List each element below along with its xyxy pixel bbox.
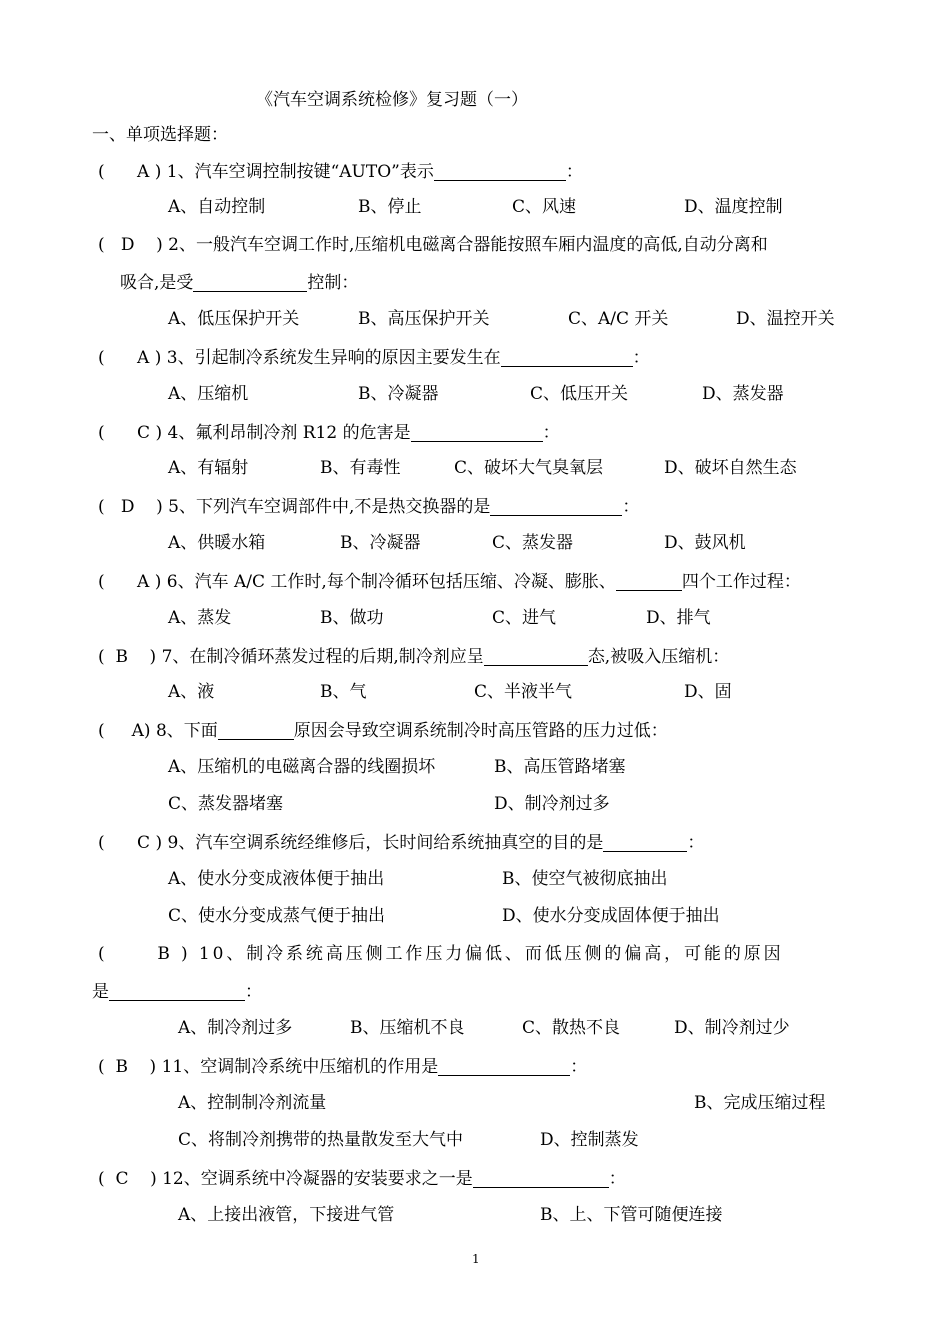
answer-blank: [484, 648, 588, 666]
option-a: A、自动控制: [168, 197, 266, 217]
option-d: D、控制蒸发: [540, 1130, 639, 1150]
answer-blank: [501, 349, 633, 367]
answer-blank: [109, 983, 245, 1001]
option-b: B、冷凝器: [340, 533, 421, 553]
question-stem: 下列汽车空调部件中,不是热交换器的是: [195, 497, 491, 517]
answer-blank: [603, 834, 687, 852]
answer-blank: [218, 722, 294, 740]
answer-blank: [473, 1170, 609, 1188]
option-b: B、气: [320, 682, 367, 702]
option-a: A、控制制冷剂流量: [178, 1093, 327, 1113]
option-c: C、破坏大气臭氧层: [454, 458, 604, 478]
question-8: ( A) 8、下面 原因会导致空调系统制冷时高压管路的压力过低：: [98, 721, 668, 741]
option-d: D、排气: [646, 608, 711, 628]
question-stem: 一般汽车空调工作时,压缩机电磁离合器能按照车厢内温度的高低,自动分离和: [195, 235, 768, 255]
option-b: B、压缩机不良: [350, 1018, 465, 1038]
question-stem: 汽车空调控制按键“AUTO”表示: [194, 162, 434, 182]
answer-label: ( D ) 5、: [98, 497, 196, 517]
question-11: ( B ) 11、空调制冷系统中压缩机的作用是 ：: [98, 1057, 588, 1077]
answer-blank: [193, 274, 307, 292]
question-stem: 空调系统中冷凝器的安装要求之一是: [200, 1169, 473, 1189]
answer-label: ( A) 8、: [98, 721, 184, 741]
question-stem: 汽车 A/C 工作时,每个制冷循环包括压缩、冷凝、膨胀、: [194, 572, 616, 592]
question-1: ( A ) 1、汽车空调控制按键“AUTO”表示 ：: [98, 162, 583, 182]
option-a: A、低压保护开关: [168, 309, 300, 329]
option-b: B、高压管路堵塞: [494, 757, 626, 777]
option-c: C、使水分变成蒸气便于抽出: [168, 906, 386, 926]
question-7: ( B ) 7、在制冷循环蒸发过程的后期,制冷剂应呈 态,被吸入压缩机：: [98, 647, 730, 667]
option-c: C、将制冷剂携带的热量散发至大气中: [178, 1130, 464, 1150]
option-b: B、上、下管可随便连接: [540, 1205, 723, 1225]
option-a: A、液: [168, 682, 215, 702]
option-b: B、冷凝器: [358, 384, 439, 404]
option-c: C、蒸发器堵塞: [168, 794, 284, 814]
option-a: A、压缩机的电磁离合器的线圈损坏: [168, 757, 436, 777]
option-b: B、停止: [358, 197, 422, 217]
answer-label: ( C ) 9、: [98, 833, 196, 853]
option-d: D、温度控制: [684, 197, 783, 217]
question-6: ( A ) 6、汽车 A/C 工作时,每个制冷循环包括压缩、冷凝、膨胀、 四个工作过程：: [98, 572, 801, 592]
answer-blank: [490, 498, 622, 516]
option-a: A、蒸发: [168, 608, 232, 628]
option-c: C、蒸发器: [492, 533, 574, 553]
option-d: D、制冷剂过多: [494, 794, 610, 814]
option-c: C、风速: [512, 197, 577, 217]
answer-label: ( C ) 12、: [98, 1169, 201, 1189]
question-12: ( C ) 12、空调系统中冷凝器的安装要求之一是 ：: [98, 1169, 626, 1189]
answer-label: ( D ) 2、: [98, 235, 196, 255]
option-b: B、做功: [320, 608, 384, 628]
question-2-cont: 吸合,是受 控制：: [120, 273, 359, 293]
question-2: [98, 237, 768, 254]
answer-label: ( C ) 4、: [98, 423, 196, 443]
option-d: D、温控开关: [736, 309, 835, 329]
option-b: B、高压保护开关: [358, 309, 490, 329]
answer-label: ( A ) 3、: [98, 348, 195, 368]
answer-blank: [411, 424, 543, 442]
option-a: A、有辐射: [168, 458, 249, 478]
question-5: ( D ) 5、下列汽车空调部件中,不是热交换器的是 ：: [98, 497, 640, 517]
question-stem: 制冷系统高压侧工作压力偏低、而低压侧的偏高，可能的原因: [246, 944, 784, 964]
question-stem: 下面: [183, 721, 218, 741]
question-stem: 空调制冷系统中压缩机的作用是: [200, 1057, 439, 1077]
option-d: D、破坏自然生态: [664, 458, 797, 478]
answer-blank: [616, 573, 682, 591]
option-a: A、使水分变成液体便于抽出: [168, 869, 385, 889]
option-d: D、制冷剂过少: [674, 1018, 790, 1038]
question-10-cont: 是 ：: [92, 982, 262, 1002]
question-10: [98, 946, 784, 963]
section-heading: 一、单项选择题：: [92, 125, 228, 145]
option-d: D、鼓风机: [664, 533, 746, 553]
question-stem: 氟利昂制冷剂 R12 的危害是: [195, 423, 411, 443]
answer-label: ( B ) 7、: [98, 647, 190, 667]
page-number: 1: [472, 1252, 480, 1266]
option-d: D、使水分变成固体便于抽出: [502, 906, 720, 926]
answer-label: ( B ) 11、: [98, 1057, 201, 1077]
option-c: C、半液半气: [474, 682, 573, 702]
option-d: D、蒸发器: [702, 384, 784, 404]
question-stem: 引起制冷系统发生异响的原因主要发生在: [194, 348, 501, 368]
option-c: C、进气: [492, 608, 557, 628]
option-a: A、制冷剂过多: [178, 1018, 293, 1038]
option-a: A、压缩机: [168, 384, 249, 404]
answer-label: ( A ) 1、: [98, 162, 195, 182]
option-c: C、散热不良: [522, 1018, 621, 1038]
answer-blank: [434, 163, 566, 181]
question-9: ( C ) 9、汽车空调系统经维修后，长时间给系统抽真空的目的是 ：: [98, 833, 705, 853]
option-a: A、上接出液管，下接进气管: [178, 1205, 395, 1225]
answer-label: ( A ) 6、: [98, 572, 195, 592]
option-c: C、低压开关: [530, 384, 629, 404]
document-title: 《汽车空调系统检修》复习题（一）: [256, 90, 528, 110]
question-3: ( A ) 3、引起制冷系统发生异响的原因主要发生在 ：: [98, 348, 650, 368]
option-d: D、固: [684, 682, 732, 702]
option-c: C、A/C 开关: [568, 309, 669, 329]
option-b: B、完成压缩过程: [694, 1093, 826, 1113]
option-b: B、使空气被彻底抽出: [502, 869, 668, 889]
option-b: B、有毒性: [320, 458, 401, 478]
answer-blank: [438, 1058, 570, 1076]
question-4: ( C ) 4、氟利昂制冷剂 R12 的危害是 ：: [98, 423, 560, 443]
question-stem: 在制冷循环蒸发过程的后期,制冷剂应呈: [189, 647, 484, 667]
answer-label: ( B ) 10、: [98, 944, 247, 964]
question-stem: 汽车空调系统经维修后，长时间给系统抽真空的目的是: [195, 833, 604, 853]
option-a: A、供暖水箱: [168, 533, 266, 553]
